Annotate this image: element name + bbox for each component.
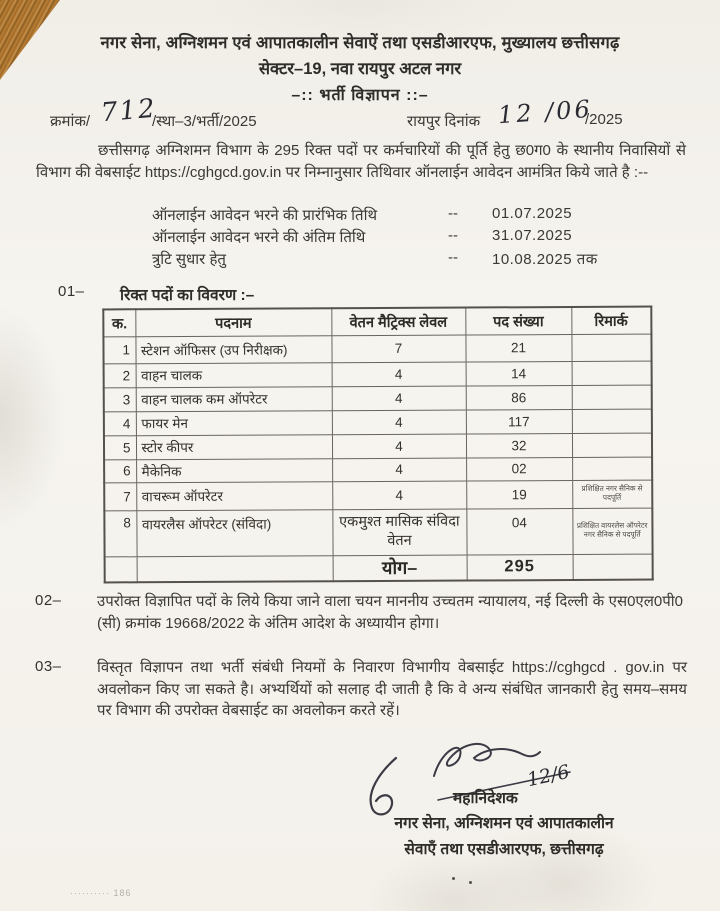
table-row — [104, 480, 652, 511]
cell-count: 14 — [466, 361, 572, 386]
cell-paylevel: 4 — [332, 362, 466, 387]
col-header-serial: क. — [103, 309, 135, 336]
date-handwritten: 12 /06 — [497, 94, 594, 130]
signatory-org-line2: सेवाएँ तथा एसडीआरएफ, छत्तीसगढ़ — [404, 841, 604, 858]
cell-count: 32 — [466, 433, 572, 458]
cell-remark — [572, 457, 652, 480]
ref-suffix: /स्था–3/भर्ती/2025 — [152, 113, 257, 130]
schedule-row — [152, 227, 622, 249]
col-header-count: पद संख्या — [465, 307, 571, 335]
schedule-dash: -- — [448, 227, 458, 244]
cell-remark — [571, 334, 651, 361]
table-row — [104, 508, 652, 557]
table-row — [104, 385, 652, 412]
cell-serial: 4 — [104, 411, 136, 435]
cell-count: 19 — [466, 480, 572, 509]
schedule-row — [152, 249, 622, 271]
cell-count: 02 — [466, 457, 572, 481]
cell-paylevel: 4 — [332, 410, 466, 435]
cell-serial: 7 — [104, 482, 136, 510]
cell-post: वाहन चालक कम ऑपरेटर — [136, 386, 332, 411]
table-row — [103, 334, 651, 364]
faint-footer-mark: ·········· 186 — [70, 888, 132, 898]
schedule-value: 10.08.2025 तक — [492, 251, 598, 268]
letterhead-org-line1: नगर सेना, अग्निशमन एवं आपातकालीन सेवाऐं तथा एसडीआरएफ, मुख्यालय छत्तीसगढ़ — [100, 34, 620, 52]
cell-empty — [137, 555, 333, 582]
ref-prefix: क्रमांक/ — [50, 113, 91, 130]
application-schedule — [152, 205, 622, 271]
cell-post: वाचरूम ऑपरेटर — [136, 481, 332, 510]
ink-speck — [469, 881, 472, 884]
cell-paylevel: 4 — [332, 386, 466, 411]
total-value: 295 — [467, 554, 573, 580]
cell-serial: 3 — [104, 387, 136, 411]
table-header-row — [103, 307, 651, 337]
cell-post: फायर मेन — [136, 410, 332, 435]
table-row — [104, 409, 652, 436]
vacancy-table — [102, 306, 653, 583]
cell-serial: 2 — [104, 363, 136, 387]
schedule-label: ऑनलाईन आवेदन भरने की प्रारंभिक तिथि — [152, 207, 378, 224]
schedule-value: 31.07.2025 — [492, 227, 573, 244]
table-row — [104, 433, 652, 460]
cell-remark: प्रशिक्षित वायरलेस ऑपरेटर नगर सैनिक से पदपूर्ति — [572, 508, 652, 554]
section2-number: 02– — [35, 592, 62, 609]
cell-paylevel: एकमुश्त मासिक संविदा वेतन — [332, 509, 466, 556]
signatory-org-line1: नगर सेना, अग्निशमन एवं आपातकालीन — [394, 815, 614, 832]
schedule-value: 01.07.2025 — [492, 205, 573, 222]
table-row — [104, 361, 652, 388]
cell-serial: 6 — [104, 459, 136, 482]
place-date-label: रायपुर दिनांक — [407, 113, 481, 130]
schedule-label: त्रुटि सुधार हेतु — [152, 251, 226, 268]
cell-serial: 5 — [104, 435, 136, 459]
table-row — [104, 457, 652, 483]
cell-paylevel: 7 — [331, 335, 465, 363]
section2-text: उपरोक्त विज्ञापित पदों के लिये किया जाने वाला चयन माननीय उच्चतम न्यायालय, नई दिल्ली के एस0एल0पी0 (सी) क्रमांक 19668/2022 के अंतिम आदेश के अध्यायीन होगा। — [97, 593, 683, 632]
cell-paylevel: 4 — [332, 458, 466, 482]
cell-remark — [572, 409, 652, 433]
cell-serial: 1 — [103, 336, 135, 363]
cell-count: 117 — [466, 409, 572, 434]
section3-text: विस्तृत विज्ञापन तथा भर्ती संबंधी नियमों के निवारण विभागीय वेबसाईट https://cghgcd . gov.in पर अवलोकन किए जा सकते है। अभ्यर्थियों को सलाह दी जाती है कि वे अन्य संबंधित जानकारी हेतु समय–समय पर विभाग की उपरोक्त वेबसाईट का अवलोकन करते रहें। — [97, 659, 687, 719]
cell-remark — [572, 385, 652, 409]
ink-speck — [452, 877, 455, 880]
cell-remark: प्रशिक्षित नगर सैनिक से पदपूर्ति — [572, 480, 652, 508]
cell-post: स्टेशन ऑफिसर (उप निरीक्षक) — [135, 335, 331, 363]
col-header-paylevel: वेतन मैट्रिक्स लेवल — [331, 308, 465, 336]
section1-title: रिक्त पदों का विवरण :– — [120, 287, 255, 304]
table-total-row — [105, 554, 653, 582]
cell-remark — [572, 433, 652, 457]
cell-post: स्टोर कीपर — [136, 434, 332, 459]
cell-empty — [105, 556, 137, 582]
schedule-dash: -- — [448, 205, 458, 222]
col-header-post: पदनाम — [135, 308, 331, 336]
document-title: –:: भर्ती विज्ञापन ::– — [291, 87, 429, 104]
schedule-dash: -- — [448, 249, 458, 266]
cell-post: मैकेनिक — [136, 458, 332, 482]
schedule-label: ऑनलाईन आवेदन भरने की अंतिम तिथि — [152, 229, 366, 246]
col-header-remark: रिमार्क — [571, 307, 651, 334]
cell-paylevel: 4 — [332, 434, 466, 459]
total-label: योग– — [333, 555, 467, 581]
section1-number: 01– — [58, 283, 85, 300]
schedule-row — [152, 205, 622, 227]
section3-number: 03– — [35, 658, 62, 675]
cell-post: वाहन चालक — [136, 362, 332, 387]
date-year: /2025 — [585, 111, 623, 128]
cell-post: वायरलैस ऑपरेटर (संविदा) — [136, 509, 332, 556]
signatory-designation: महानिदेशक — [453, 790, 518, 807]
ref-number-handwritten: 712 — [99, 93, 158, 129]
cell-remark — [572, 361, 652, 385]
cell-count: 86 — [466, 385, 572, 410]
cell-count: 21 — [465, 334, 571, 362]
letterhead-org-line2: सेक्टर–19, नवा रायपुर अटल नगर — [258, 60, 462, 78]
cell-empty — [573, 554, 653, 580]
cell-count: 04 — [466, 508, 572, 555]
cell-serial: 8 — [104, 510, 136, 556]
cell-paylevel: 4 — [332, 481, 466, 510]
signature-date-handwritten: 12/6 — [525, 760, 572, 792]
intro-paragraph: छत्तीसगढ़ अग्निशमन विभाग के 295 रिक्त पदों पर कर्मचारियों की पूर्ति हेतु छ0ग0 के स्थानीय निवासियों से विभाग की वेबसाईट https://cghgcd.gov.in पर निम्नानुसार तिथिवार ऑनलाईन आवेदन आमंत्रित किये जाते है :-- — [36, 142, 686, 181]
